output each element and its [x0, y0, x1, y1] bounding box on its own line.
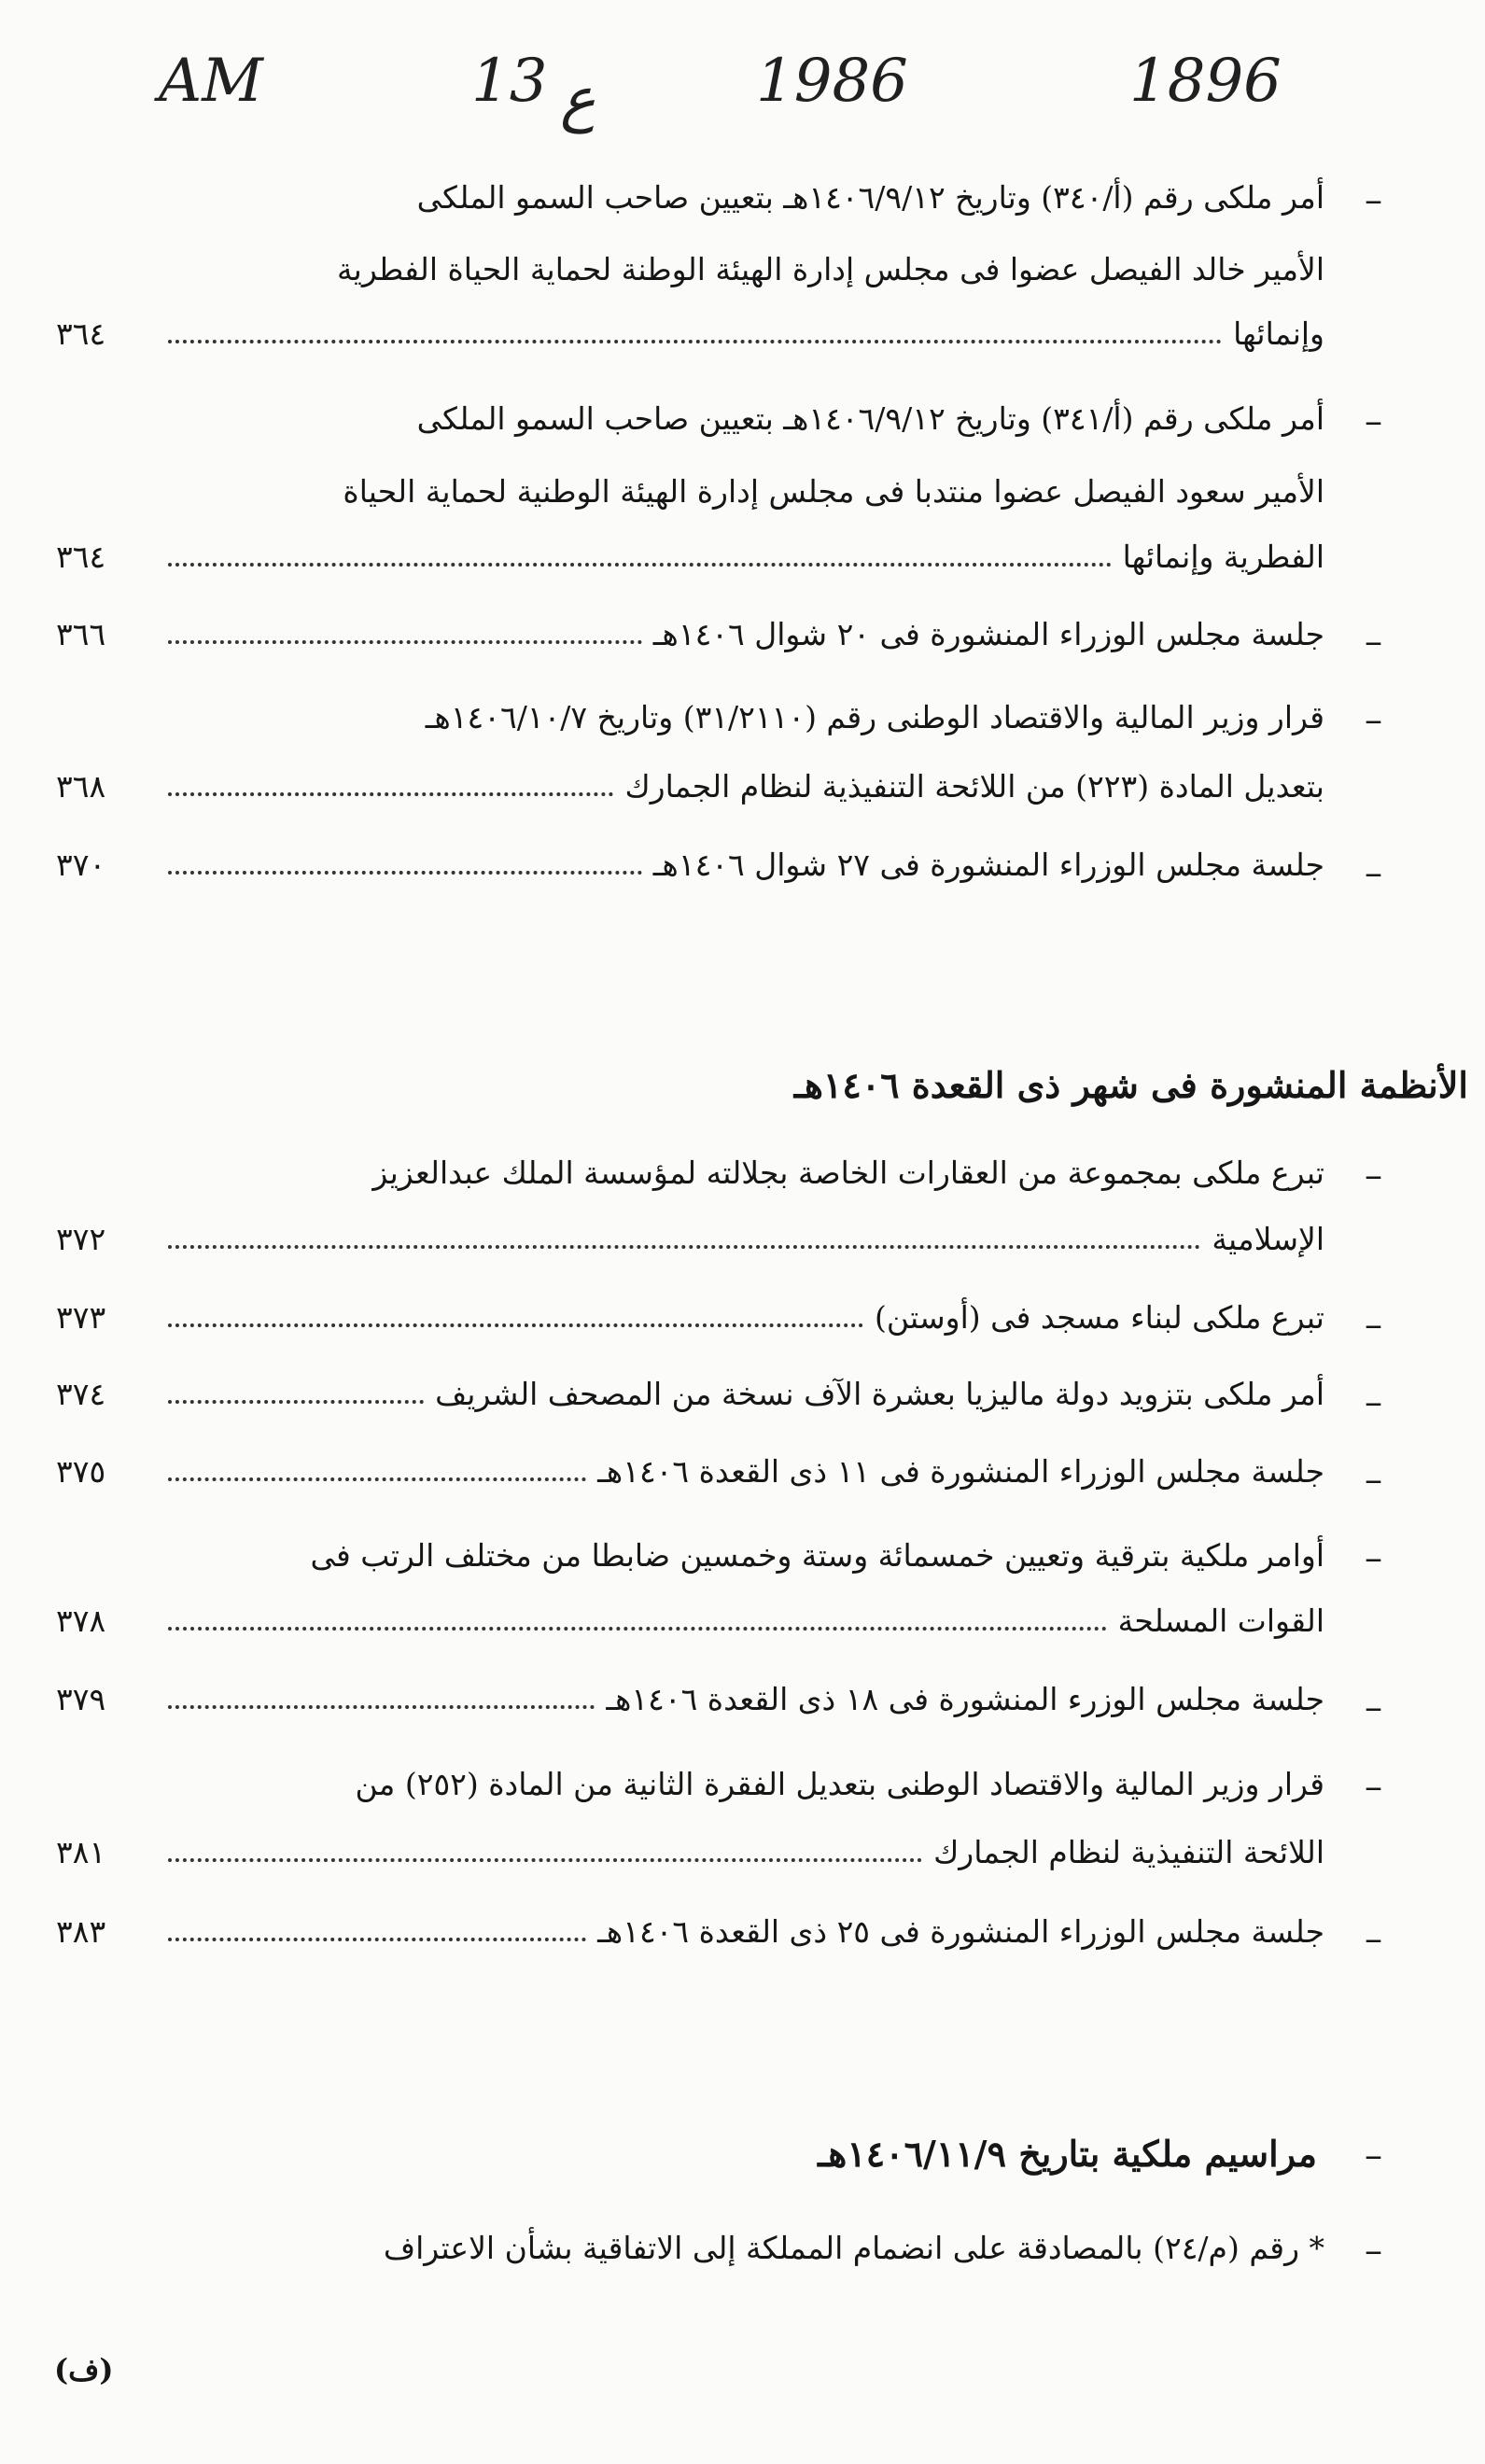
page-number: ٣٧٣ [56, 1299, 106, 1336]
dot-leader [168, 1477, 586, 1481]
page-number: ٣٧٥ [56, 1453, 106, 1490]
entry-line: الأمير خالد الفيصل عضوا فى مجلس إدارة الهيئة الوطنة لحماية الحياة الفطرية [336, 251, 1324, 287]
entry-dash: – [1365, 852, 1382, 893]
footer-page-mark: (ف) [54, 2352, 114, 2387]
section-dash: – [1365, 2135, 1382, 2176]
entry-title: القوات المسلحة [1117, 1603, 1324, 1639]
toc-entry[interactable] [56, 611, 1324, 652]
entry-title: اللائحة التنفيذية لنظام الجمارك [933, 1834, 1324, 1870]
handwritten-code: 1896 [1129, 47, 1282, 116]
entry-dash: – [1365, 1918, 1382, 1959]
page-number: ٣٧٩ [56, 1681, 106, 1717]
toc-entry[interactable] [56, 1216, 1324, 1257]
handwritten-year: 1986 [756, 47, 908, 116]
dot-leader [168, 1858, 922, 1862]
section-heading: الأنظمة المنشورة فى شهر ذى القعدة ١٤٠٦هـ [793, 1064, 1468, 1106]
toc-entry[interactable] [56, 1295, 1324, 1336]
entry-line: قرار وزير المالية والاقتصاد الوطنى رقم (٣١/٢١١٠) وتاريخ ١٤٠٦/١٠/٧هـ [425, 699, 1324, 735]
toc-entry[interactable] [56, 842, 1324, 883]
entry-line: أوامر ملكية بترقية وتعيين خمسمائة وستة وخمسين ضابطا من مختلف الرتب فى [310, 1537, 1324, 1574]
handwritten-number: 13 [471, 47, 548, 116]
dot-leader [168, 1938, 586, 1941]
entry-dash: – [1365, 1766, 1382, 1807]
toc-entry[interactable] [56, 311, 1324, 352]
section-heading: مراسيم ملكية بتاريخ ١٤٠٦/١١/٩هـ [818, 2133, 1317, 2175]
entry-title: جلسة مجلس الوزراء المنشورة فى ٢٥ ذى القعدة ١٤٠٦هـ [597, 1913, 1324, 1950]
toc-entry[interactable] [56, 1598, 1324, 1639]
page-number: ٣٦٤ [56, 539, 106, 575]
entry-title: جلسة مجلس الوزراء المنشورة فى ٢٠ شوال ١٤٠٦هـ [652, 616, 1324, 652]
handwritten-letter: ع [560, 65, 596, 134]
dot-leader [168, 640, 642, 644]
entry-dash: – [1365, 699, 1382, 740]
toc-entry[interactable] [56, 1371, 1324, 1412]
dot-leader [168, 1245, 1200, 1249]
entry-dash: – [1365, 400, 1382, 441]
page-number: ٣٧٢ [56, 1221, 106, 1257]
entry-line: أمر ملكى رقم (أ/٣٤١) وتاريخ ١٤٠٦/٩/١٢هـ بتعيين صاحب السمو الملكى [416, 400, 1324, 437]
entry-line: الأمير سعود الفيصل عضوا منتدبا فى مجلس إدارة الهيئة الوطنية لحماية الحياة [343, 473, 1324, 510]
page-number: ٣٦٦ [56, 616, 106, 652]
entry-title: جلسة مجلس الوزراء المنشورة فى ٢٧ شوال ١٤٠٦هـ [652, 847, 1324, 883]
entry-title: الفطرية وإنمائها [1122, 539, 1324, 575]
entry-title: وإنمائها [1233, 315, 1324, 352]
toc-entry[interactable] [56, 1676, 1324, 1717]
entry-dash: – [1365, 1304, 1382, 1345]
entry-title: بتعديل المادة (٢٢٣) من اللائحة التنفيذية لنظام الجمارك [624, 768, 1324, 805]
dot-leader [168, 1323, 863, 1327]
page-number: ٣٧٠ [56, 847, 106, 883]
entry-dash: – [1365, 1155, 1382, 1196]
entry-dash: – [1365, 179, 1382, 220]
entry-line: * رقم (م/٢٤) بالمصادقة على انضمام المملكة إلى الاتفاقية بشأن الاعتراف [383, 2230, 1324, 2266]
page-number: ٣٦٤ [56, 315, 106, 352]
entry-dash: – [1365, 1459, 1382, 1500]
entry-title: أمر ملكى بتزويد دولة ماليزيا بعشرة الآف نسخة من المصحف الشريف [435, 1376, 1324, 1412]
toc-entry[interactable] [56, 1909, 1324, 1950]
entry-dash: – [1365, 2230, 1382, 2271]
dot-leader [168, 563, 1112, 567]
entry-line: قرار وزير المالية والاقتصاد الوطنى بتعديل الفقرة الثانية من المادة (٢٥٢) من [355, 1766, 1324, 1802]
entry-dash: – [1365, 621, 1382, 662]
dot-leader [168, 1627, 1107, 1631]
handwritten-am: AM [159, 47, 263, 116]
entry-dash: – [1365, 1381, 1382, 1422]
toc-entry[interactable] [56, 1829, 1324, 1870]
entry-title: الإسلامية [1212, 1221, 1324, 1257]
entry-dash: – [1365, 1537, 1382, 1578]
dot-leader [168, 340, 1222, 343]
dot-leader [168, 1400, 424, 1404]
page-number: ٣٧٤ [56, 1376, 106, 1412]
entry-title: جلسة مجلس الوزرء المنشورة فى ١٨ ذى القعدة ١٤٠٦هـ [606, 1681, 1324, 1717]
entry-line: أمر ملكى رقم (أ/٣٤٠) وتاريخ ١٤٠٦/٩/١٢هـ بتعيين صاحب السمو الملكى [416, 179, 1324, 216]
page-number: ٣٧٨ [56, 1603, 106, 1639]
page-number: ٣٨١ [56, 1834, 106, 1870]
entry-title: تبرع ملكى لبناء مسجد فى (أوستن) [875, 1299, 1324, 1336]
entry-line: تبرع ملكى بمجموعة من العقارات الخاصة بجلالته لمؤسسة الملك عبدالعزيز [372, 1155, 1324, 1191]
dot-leader [168, 1705, 595, 1709]
page-number: ٣٨٣ [56, 1913, 106, 1950]
toc-entry[interactable] [56, 1449, 1324, 1490]
entry-dash: – [1365, 1687, 1382, 1728]
toc-entry[interactable] [56, 763, 1324, 805]
toc-entry[interactable] [56, 534, 1324, 575]
entry-title: جلسة مجلس الوزراء المنشورة فى ١١ ذى القعدة ١٤٠٦هـ [597, 1453, 1324, 1490]
page-number: ٣٦٨ [56, 768, 106, 805]
dot-leader [168, 871, 642, 875]
dot-leader [168, 792, 613, 796]
